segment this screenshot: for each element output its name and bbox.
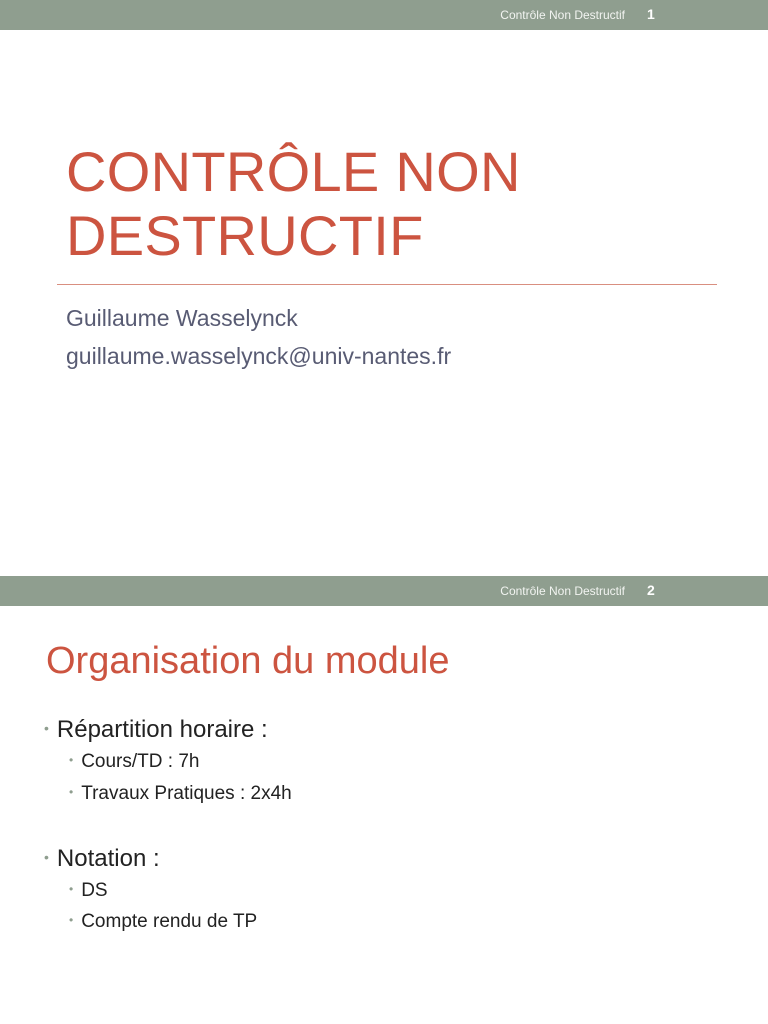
bullet-label: Notation : xyxy=(56,845,160,872)
slide-heading: Organisation du module xyxy=(46,640,450,682)
page-number: 1 xyxy=(647,6,655,22)
slide-title xyxy=(66,140,521,268)
bullet-item xyxy=(44,845,160,873)
bullet-item xyxy=(44,716,268,744)
header-title: Contrôle Non Destructif xyxy=(500,584,625,598)
bullet-marker-icon: • xyxy=(69,753,74,767)
slide-title-line: CONTRÔLE NON xyxy=(66,140,521,203)
author-email: guillaume.wasselynck@univ-nantes.fr xyxy=(66,343,452,369)
sub-bullet-item xyxy=(69,880,108,902)
bullet-label: Répartition horaire : xyxy=(56,716,268,743)
bullet-marker-icon: • xyxy=(69,882,74,896)
sub-bullet-item xyxy=(69,911,257,933)
title-divider xyxy=(57,284,717,285)
bullet-marker-icon: • xyxy=(44,720,49,736)
slide-header-bar xyxy=(0,576,768,606)
author-name: Guillaume Wasselynck xyxy=(66,305,298,331)
author-block xyxy=(66,299,451,375)
slide-title-line: DESTRUCTIF xyxy=(66,204,424,267)
sub-bullet-item xyxy=(69,751,199,773)
bullet-marker-icon: • xyxy=(69,913,74,927)
sub-bullet-item xyxy=(69,783,292,805)
sub-bullet-label: Travaux Pratiques : 2x4h xyxy=(81,783,292,804)
header-title: Contrôle Non Destructif xyxy=(500,8,625,22)
sub-bullet-label: DS xyxy=(81,880,108,901)
sub-bullet-label: Cours/TD : 7h xyxy=(81,751,200,772)
sub-bullet-label: Compte rendu de TP xyxy=(81,911,258,932)
slide-header-bar xyxy=(0,0,768,30)
page-number: 2 xyxy=(647,582,655,598)
bullet-marker-icon: • xyxy=(69,785,74,799)
bullet-marker-icon: • xyxy=(44,849,49,865)
